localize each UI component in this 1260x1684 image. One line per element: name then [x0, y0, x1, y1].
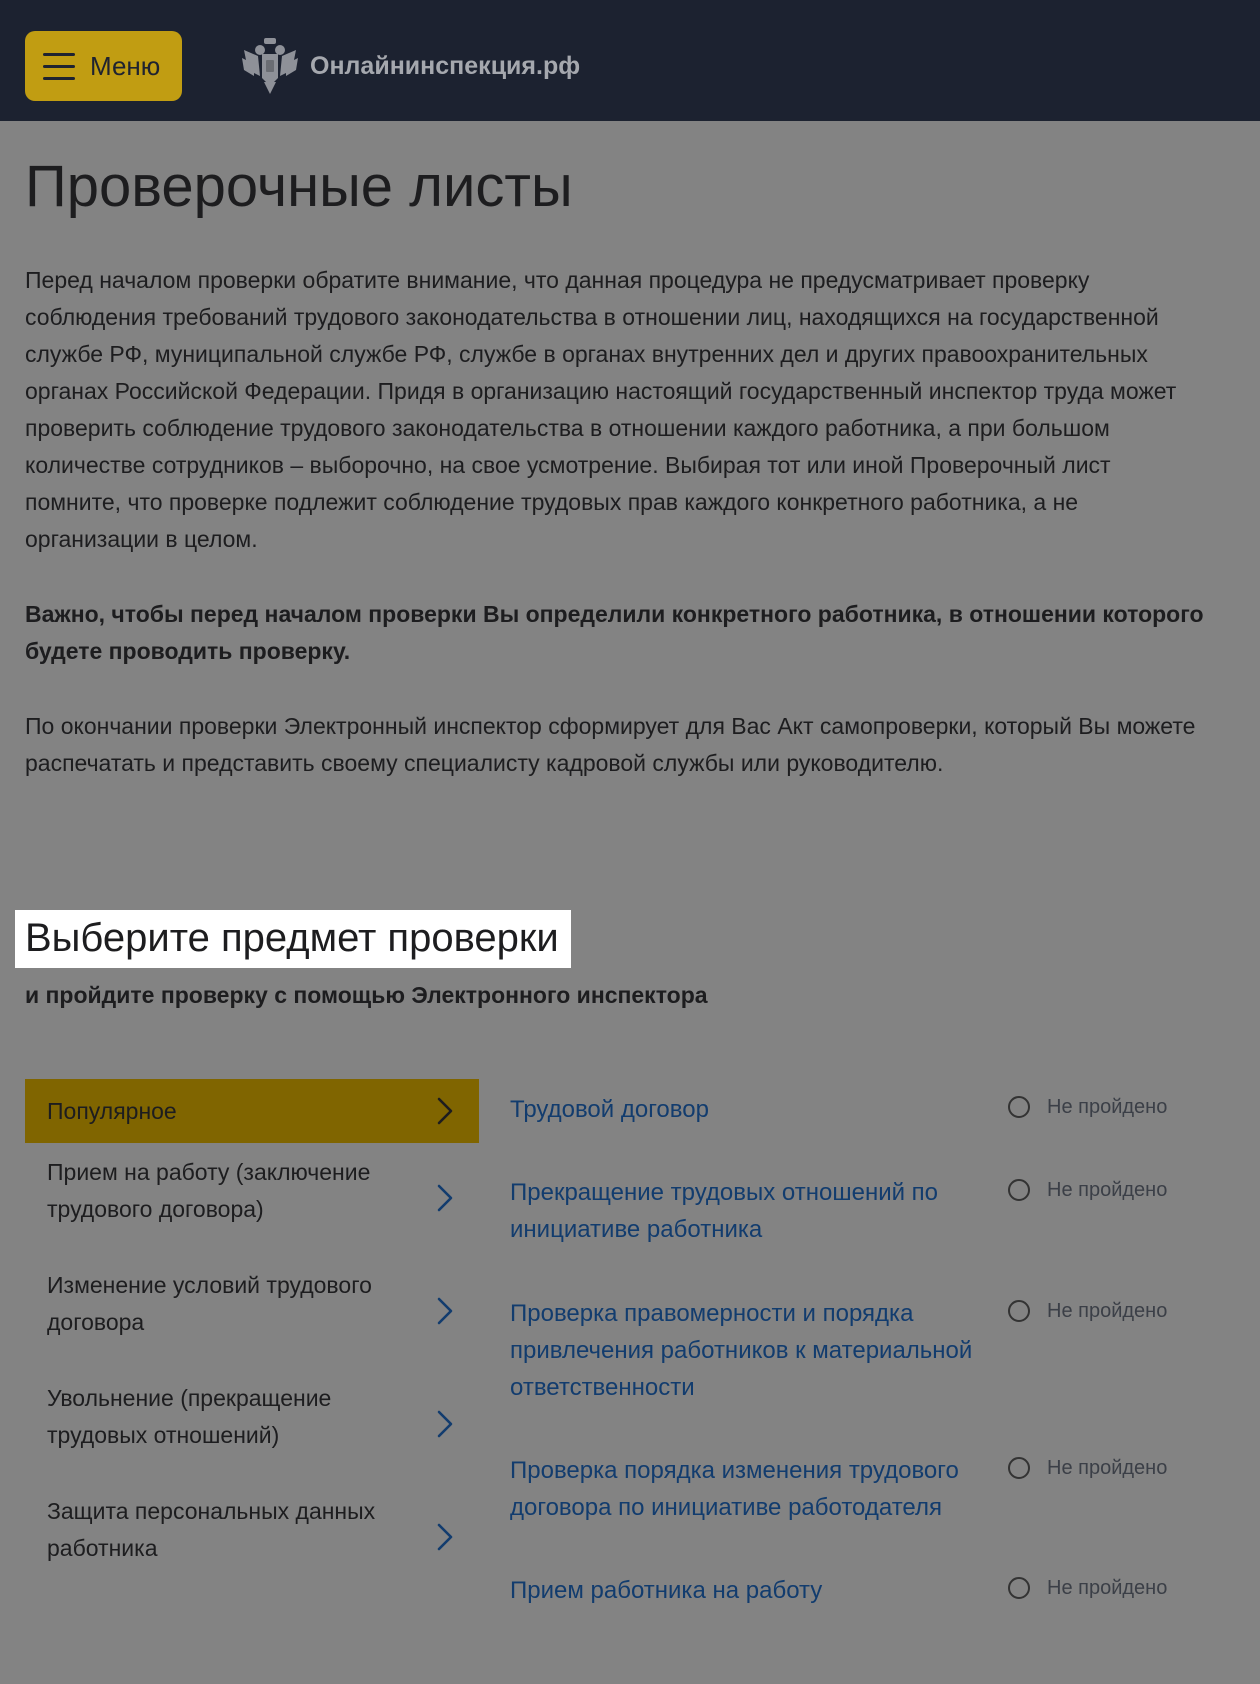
- checklist-link[interactable]: Трудовой договор: [510, 1096, 709, 1123]
- intro-paragraph: Перед началом проверки обратите внимание, что данная процедура не предусматривает проверку соблюдения требований трудового законодательства в отношении лиц, находящихся на государственной службе РФ, муниципальной службе РФ, службе в органах внутренних дел и других правоохранительных органах Российской Федерации. Придя в организацию настоящий государственный инспектор труда может проверить соблюдение трудового законодательства в отношении каждого работника, а при большом количестве сотрудников – выборочно, на свое усмотрение. Выбирая тот или иной Проверочный лист помните, что проверке подлежит соблюдение трудовых прав каждого конкретного работника, а не организации в целом.: [25, 267, 1177, 552]
- checklist-status: [1008, 1574, 1167, 1602]
- radio-circle-icon[interactable]: [1008, 1300, 1030, 1322]
- important-note: Важно, чтобы перед началом проверки Вы определили конкретного работника, в отношении которого будете проводить проверку.: [25, 601, 1204, 664]
- hamburger-icon: [43, 53, 75, 81]
- checklist-link[interactable]: Проверка порядка изменения трудового договора по инициативе работодателя: [510, 1457, 959, 1521]
- checklist-status: [1008, 1176, 1167, 1204]
- section-title-highlight: [15, 910, 571, 968]
- chevron-right-icon: [437, 1523, 453, 1551]
- radio-circle-icon[interactable]: [1008, 1457, 1030, 1479]
- status-text: Не пройдено: [1047, 1577, 1168, 1599]
- site-name[interactable]: Онлайнинспекция.рф: [310, 52, 581, 80]
- chevron-right-icon: [437, 1410, 453, 1438]
- category-item-hiring[interactable]: [25, 1154, 479, 1267]
- section-title: Выберите предмет проверки: [25, 916, 559, 960]
- status-text: Не пройдено: [1047, 1179, 1168, 1201]
- category-item-personal-data[interactable]: [25, 1493, 479, 1606]
- category-item-contract-change[interactable]: [25, 1267, 479, 1380]
- outro-paragraph: По окончании проверки Электронный инспектор сформирует для Вас Акт самопроверки, который Вы можете распечатать и представить своему специалисту кадровой службы или руководителю.: [25, 713, 1196, 776]
- category-label: Изменение условий трудового договора: [47, 1272, 372, 1335]
- menu-label: Меню: [90, 51, 161, 81]
- status-text: Не пройдено: [1047, 1300, 1168, 1322]
- checklist-status: [1008, 1297, 1167, 1325]
- chevron-right-icon: [437, 1097, 453, 1125]
- page-title: Проверочные листы: [25, 154, 573, 219]
- status-text: Не пройдено: [1047, 1457, 1168, 1479]
- chevron-right-icon: [437, 1297, 453, 1325]
- category-label: Популярное: [47, 1097, 177, 1124]
- checklist-status: [1008, 1454, 1167, 1482]
- status-text: Не пройдено: [1047, 1096, 1168, 1118]
- category-label: Увольнение (прекращение трудовых отношений): [47, 1385, 332, 1448]
- chevron-right-icon: [437, 1184, 453, 1212]
- menu-button[interactable]: [25, 31, 182, 101]
- category-list: [25, 1079, 479, 1606]
- section-subtitle: и пройдите проверку с помощью Электронного инспектора: [25, 982, 708, 1008]
- checklist-link[interactable]: Прием работника на работу: [510, 1577, 823, 1604]
- checklist-link[interactable]: Прекращение трудовых отношений по инициативе работника: [510, 1179, 939, 1243]
- checklist-status: [1008, 1093, 1167, 1121]
- coat-of-arms-icon[interactable]: [240, 36, 300, 96]
- radio-circle-icon[interactable]: [1008, 1096, 1030, 1118]
- category-label: Прием на работу (заключение трудового договора): [47, 1159, 371, 1222]
- radio-circle-icon[interactable]: [1008, 1577, 1030, 1599]
- category-item-dismissal[interactable]: [25, 1380, 479, 1493]
- category-item-popular[interactable]: [25, 1079, 479, 1143]
- top-bar: [0, 0, 1260, 121]
- category-label: Защита персональных данных работника: [47, 1498, 376, 1561]
- radio-circle-icon[interactable]: [1008, 1179, 1030, 1201]
- checklist-link[interactable]: Проверка правомерности и порядка привлечения работников к материальной ответственности: [510, 1300, 973, 1401]
